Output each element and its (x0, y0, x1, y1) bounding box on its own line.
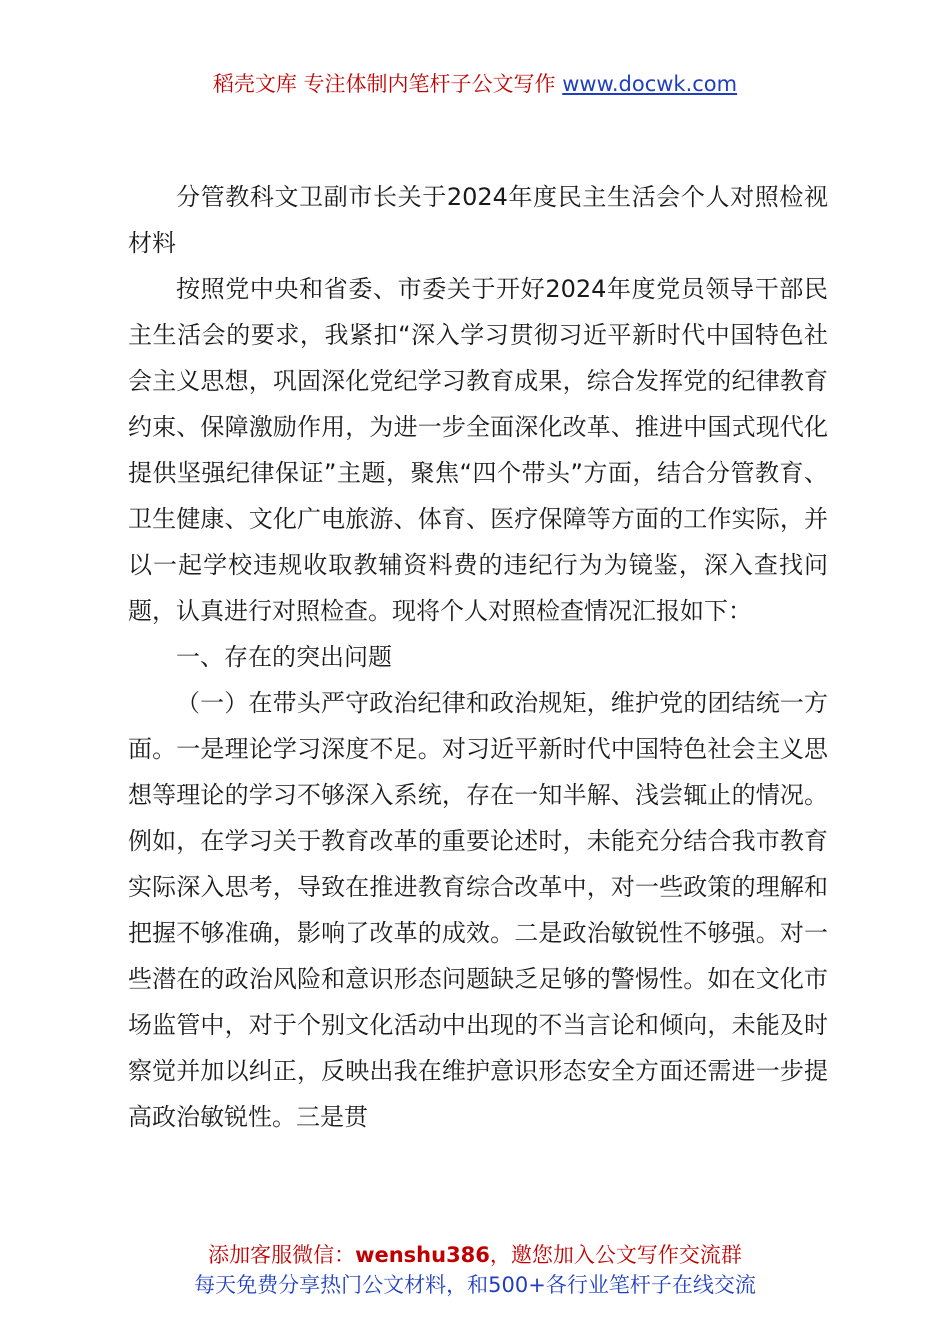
document-body (128, 174, 828, 1140)
intro-paragraph: 按照党中央和省委、市委关于开好2024年度党员领导干部民主生活会的要求，我紧扣“深入学习贯彻习近平新时代中国特色社会主义思想，巩固深化党纪学习教育成果，综合发挥党的纪律教育约束、保障激励作用，为进一步全面深化改革、推进中国式现代化提供坚强纪律保证”主题，聚焦“四个带头”方面，结合分管教育、卫生健康、文化广电旅游、体育、医疗保障等方面的工作实际，并以一起学校违规收取教辅资料费的违纪行为为镜鉴，深入查找问题，认真进行对照检查。现将个人对照检查情况汇报如下： (128, 275, 828, 625)
site-link[interactable]: www.docwk.com (562, 72, 738, 96)
footer-contact-line (0, 1240, 950, 1270)
brand-slogan: 稻壳文库 专注体制内笔杆子公文写作 (212, 72, 556, 96)
wechat-id: wenshu386 (355, 1243, 490, 1267)
footer-promo-line: 每天免费分享热门公文材料，和500+各行业笔杆子在线交流 (194, 1273, 756, 1297)
footer-contact-suffix: ，邀您加入公文写作交流群 (489, 1243, 742, 1267)
document-title: 分管教科文卫副市长关于2024年度民主生活会个人对照检视材料 (128, 183, 828, 257)
page-header (0, 68, 950, 100)
body-paragraph: （一）在带头严守政治纪律和政治规矩，维护党的团结统一方面。一是理论学习深度不足。对习近平新时代中国特色社会主义思想等理论的学习不够深入系统，存在一知半解、浅尝辄止的情况。例如，在学习关于教育改革的重要论述时，未能充分结合我市教育实际深入思考，导致在推进教育综合改革中，对一些政策的理解和把握不够准确，影响了改革的成效。二是政治敏锐性不够强。对一些潜在的政治风险和意识形态问题缺乏足够的警惕性。如在文化市场监管中，对于个别文化活动中出现的不当言论和倾向，未能及时察觉并加以纠正，反映出我在维护意识形态安全方面还需进一步提高政治敏锐性。三是贯 (128, 689, 828, 1131)
section-heading: 一、存在的突出问题 (176, 643, 392, 671)
page-footer (0, 1240, 950, 1300)
footer-contact-prefix: 添加客服微信： (208, 1243, 356, 1267)
